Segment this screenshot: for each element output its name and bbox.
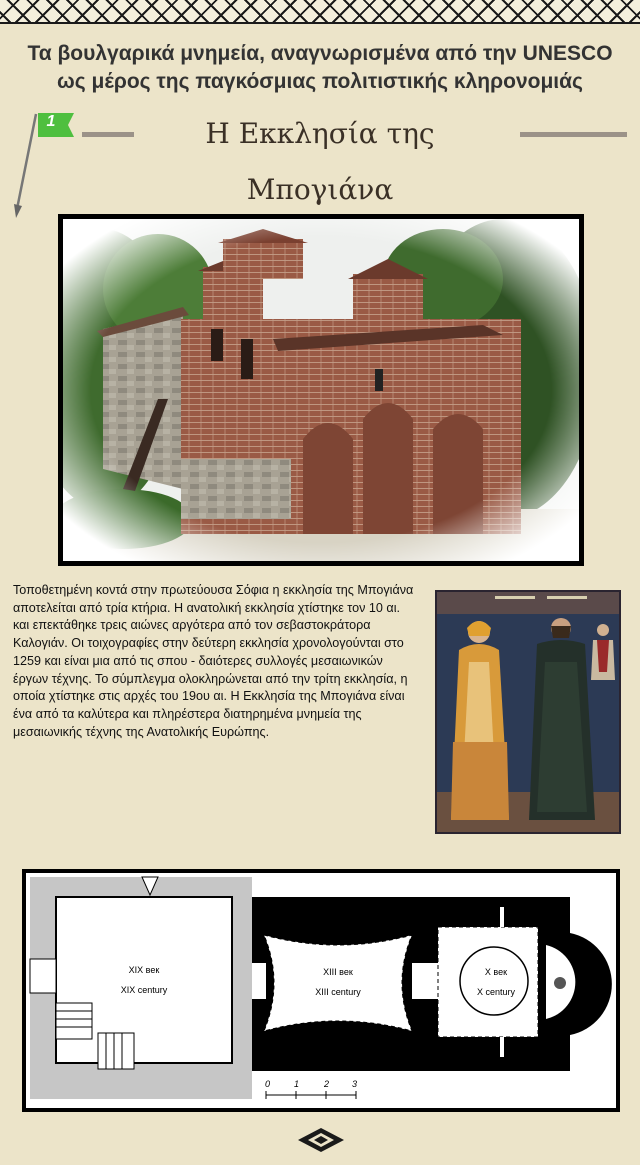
page-title-line-2: ως μέρος της παγκόσμιας πολιτιστικής κληρονομιάς xyxy=(57,70,583,93)
church-title-greek: Η Εκκλησία της Μπογιάνα xyxy=(205,117,435,206)
church-photo xyxy=(58,214,584,566)
title-rule-right xyxy=(520,132,627,137)
scale-label-1: 1 xyxy=(294,1079,300,1089)
fresco-illustration xyxy=(437,592,619,832)
scale-label-2: 2 xyxy=(324,1079,330,1089)
decorative-top-border xyxy=(0,0,640,24)
plan-label-xiii: XIII век xyxy=(323,967,353,977)
plan-label-xix-en: XIX century xyxy=(120,985,168,995)
plan-label-xix: XIX век xyxy=(128,965,160,975)
title-rule-left xyxy=(82,132,134,137)
floor-plan xyxy=(22,869,620,1112)
plan-label-x: X век xyxy=(484,967,508,977)
floor-plan-drawing xyxy=(26,873,616,1108)
fresco-photo xyxy=(435,590,621,834)
plan-label-xiii-en: XIII century xyxy=(315,987,361,997)
plan-label-x-en: X century xyxy=(476,987,516,997)
scale-label-3: 3 xyxy=(352,1079,358,1089)
page-title-line-1: Τα βουλγαρικά μνημεία, αναγνωρισμένα από την UNESCO xyxy=(27,42,613,65)
scale-label-0: 0 xyxy=(265,1079,271,1089)
church-illustration xyxy=(63,219,579,561)
church-description: Τοποθετημένη κοντά στην πρωτεύουσα Σόφια η εκκλησία της Μπογιάνα αποτελείται από τρία κτήρια. Η ανατολική εκκλησία χτίστηκε τον 10 αι. και επεκτάθηκε τρεις αιώνες αργότερα από τον σεβαστοκράτορα Καλογιάν. Οι τοιχογραφίες στην δεύτερη εκκλησία χρονολογούνται στο 1259 και είναι μια από τις σπου - δαιότερες συλλογές μεσαιωνικών έργων τέχνης. Το σύμπλεγμα ολοκληρώνεται από την τρίτη εκκλησία, η οποία χτίστηκε στις αρχές του 19ου αι. Η Εκκλησία της Μπογιάνα είναι ένα από τα καλύτερα και πληρέστερα διατηρημένα μνημεία της μεσαιωνικής τέχνης της Ανατολικής Ευρώπης. xyxy=(13,583,414,739)
number-badge-label: 1 xyxy=(46,113,56,130)
page-title xyxy=(0,40,640,96)
ornament-icon xyxy=(298,1128,344,1152)
